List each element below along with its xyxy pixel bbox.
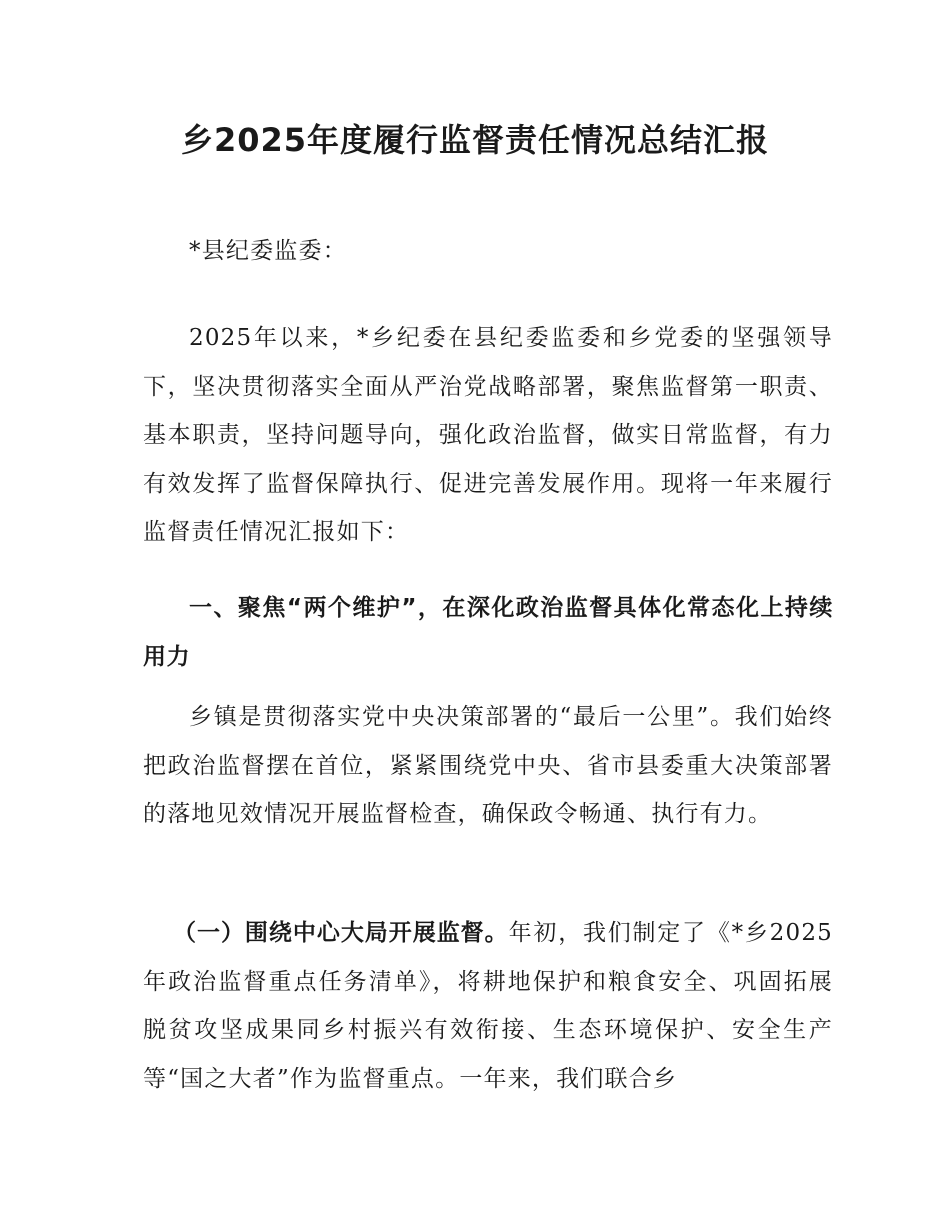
subsection-1-lead: （一）围绕中心大局开展监督。 [173,920,509,946]
subsection-1-paragraph [143,909,833,1103]
subsection-1-text: 年初，我们制定了《*乡2025年政治监督重点任务清单》，将耕地保护和粮食安全、巩固拓展脱贫攻坚成果同乡村振兴有效衔接、生态环境保护、安全生产等“国之大者”作为监督重点。一年来，我们联合乡 [143,920,833,1092]
salutation: *县纪委监委： [189,238,347,264]
intro-paragraph: 2025年以来，*乡纪委在县纪委监委和乡党委的坚强领导下，坚决贯彻落实全面从严治党战略部署，聚焦监督第一职责、基本职责，坚持问题导向，强化政治监督，做实日常监督，有力有效发挥了监督保障执行、促进完善发展作用。现将一年来履行监督责任情况汇报如下： [143,325,833,545]
section-heading-1: 一、聚焦“两个维护”，在深化政治监督具体化常态化上持续用力 [143,595,833,670]
section-1-paragraph: 乡镇是贯彻落实党中央决策部署的“最后一公里”。我们始终把政治监督摆在首位，紧紧围绕党中央、省市县委重大决策部署的落地见效情况开展监督检查，确保政令畅通、执行有力。 [143,704,833,827]
document-title: 乡2025年度履行监督责任情况总结汇报 [180,121,770,159]
